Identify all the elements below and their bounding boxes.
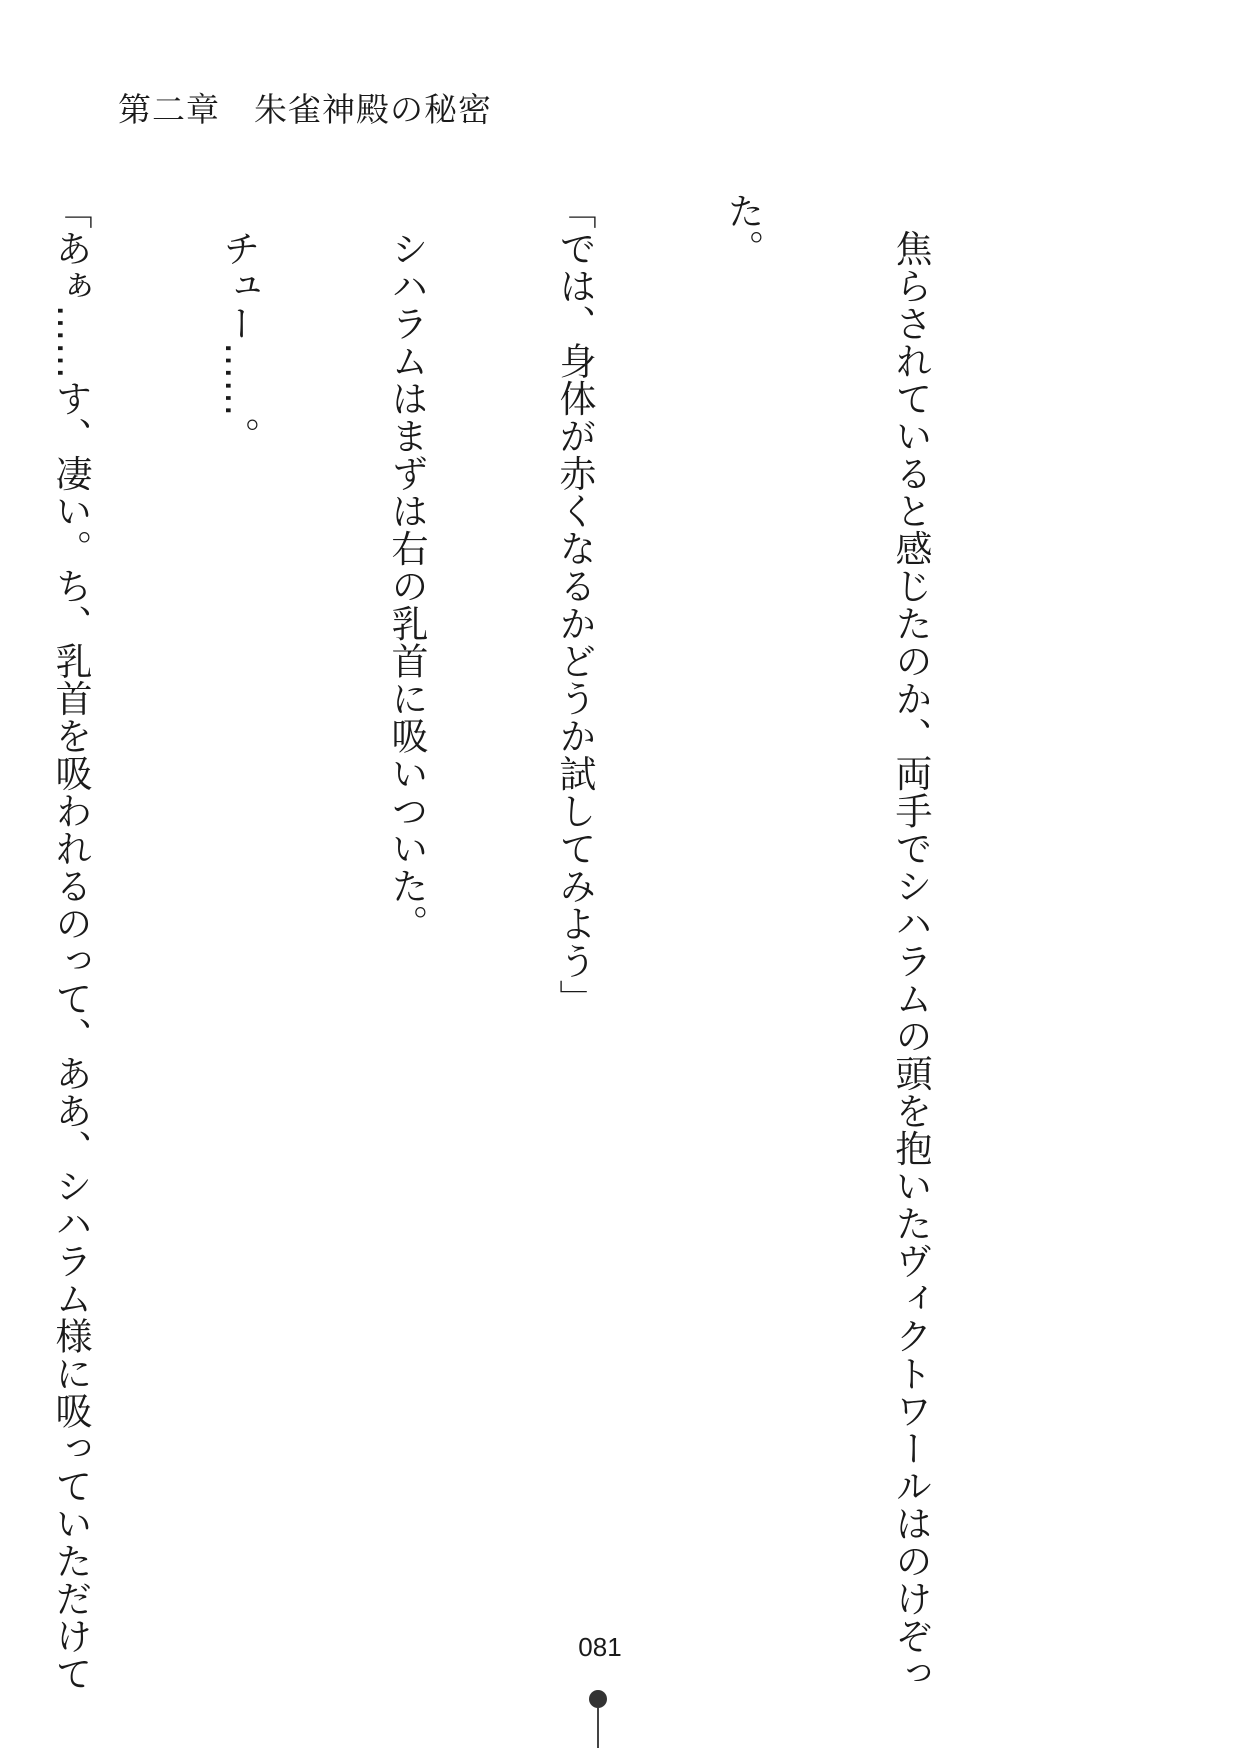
text-line: 「あぁ……す、凄い。ち、乳首を吸われるのって、ああ、シハラム様に吸っていただけて (49, 192, 92, 1692)
text-line: 焦らされていると感じたのか、両手でシハラムの頭を抱いたヴィクトワールはのけぞっ (889, 192, 932, 1692)
text-line: シハラムはまずは右の乳首に吸いついた。 (385, 192, 428, 942)
chapter-title: 第二章 朱雀神殿の秘密 (118, 90, 492, 129)
page-marker-dot (589, 1690, 607, 1708)
text-line: 「では、身体が赤くなるかどうか試してみよう」 (553, 192, 596, 1017)
text-line: た。 (721, 192, 764, 267)
text-line: チュー……。 (217, 192, 260, 455)
page-number: 081 (578, 1632, 622, 1662)
page-marker-line (597, 1708, 599, 1748)
